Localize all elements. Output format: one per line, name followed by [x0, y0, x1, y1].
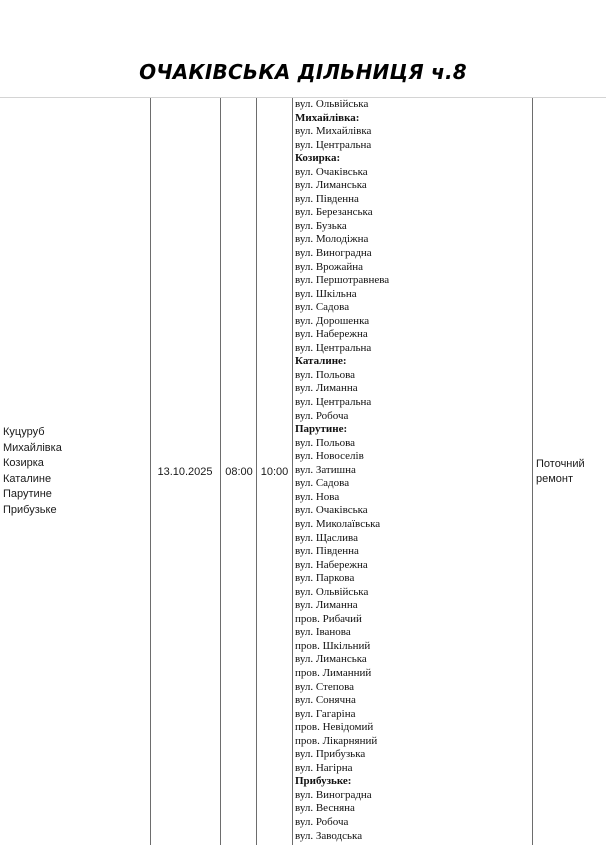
street-line: вул. Очаківська [295, 504, 368, 517]
street-group-header: Каталине: [295, 355, 347, 368]
reason-text [536, 457, 585, 487]
street-line: вул. Прибузька [295, 748, 366, 761]
street-line: вул. Польова [295, 436, 356, 449]
street-line: вул. Паркова [295, 572, 355, 585]
village-name: Михайлівка [3, 441, 62, 454]
street-line: вул. Південна [295, 545, 359, 558]
street-line: вул. Центральна [295, 341, 372, 354]
street-line: вул. Новоселів [295, 450, 364, 463]
village-name: Парутине [3, 488, 52, 500]
street-line: вул. Іванова [295, 626, 351, 639]
date-cell [152, 98, 218, 845]
street-line: вул. Михайлівка [295, 125, 372, 138]
street-line: вул. Лиманна [295, 382, 358, 395]
street-line: вул. Сонячна [295, 694, 356, 707]
village-name: Каталине [3, 472, 52, 485]
column-divider [150, 98, 151, 845]
street-line: вул. Виноградна [295, 788, 372, 801]
street-line: вул. Степова [295, 680, 355, 693]
street-line: вул. Робоча [295, 409, 349, 422]
time-to: 10:00 [260, 465, 289, 478]
street-line: пров. Лікарняний [295, 734, 378, 747]
villages-list [3, 425, 62, 518]
street-line: вул. Ольвійська [295, 98, 369, 110]
street-line: пров. Лиманний [295, 666, 372, 679]
street-line: вул. Шкільна [295, 287, 357, 300]
street-group-header: Прибузьке: [295, 775, 352, 788]
column-divider [256, 98, 257, 845]
street-group-header: Козирка: [295, 152, 341, 165]
street-line: вул. Набережна [295, 558, 368, 571]
street-line: вул. Першотравнева [295, 274, 390, 287]
street-group-header: Михайлівка: [295, 111, 360, 124]
street-line: вул. Весняна [295, 802, 355, 815]
street-group-header: Парутине: [295, 423, 348, 436]
outage-date: 13.10.2025 [157, 465, 213, 478]
reason-line: ремонт [536, 472, 574, 485]
street-line: вул. Польова [295, 368, 356, 381]
column-divider [220, 98, 221, 845]
street-line: вул. Бузька [295, 219, 347, 232]
street-line: вул. Затишна [295, 463, 356, 476]
street-line: вул. Гагаріна [295, 707, 356, 720]
time-to-cell [258, 98, 291, 845]
street-line: пров. Рибачий [295, 612, 362, 625]
street-line: вул. Лиманна [295, 599, 358, 612]
column-divider [292, 98, 293, 845]
street-line: вул. Очаківська [295, 165, 368, 178]
street-line: вул. Ольвійська [295, 585, 369, 598]
street-line: вул. Центральна [295, 396, 372, 409]
street-line: вул. Набережна [295, 328, 368, 341]
villages-cell [3, 98, 148, 845]
street-line: вул. Щаслива [295, 531, 358, 544]
street-line: вул. Березанська [295, 206, 373, 219]
street-line: вул. Виноградна [295, 247, 372, 260]
reason-cell [536, 98, 604, 845]
street-line: вул. Садова [295, 477, 350, 490]
street-line: вул. Миколаївська [295, 517, 381, 530]
street-line: вул. Лиманська [295, 653, 367, 666]
column-divider [532, 98, 533, 845]
street-line: вул. Нагірна [295, 761, 353, 774]
street-line: вул. Заводська [295, 829, 363, 842]
page-title: ОЧАКІВСЬКА ДІЛЬНИЦЯ ч.8 [139, 60, 467, 84]
street-line: вул. Молодіжна [295, 233, 369, 246]
street-line: вул. Врожайна [295, 260, 364, 273]
street-line: вул. Нова [295, 490, 340, 503]
street-line: пров. Невідомий [295, 721, 374, 734]
street-line: вул. Дорошенка [295, 314, 370, 327]
outage-table [0, 97, 606, 845]
street-line: пров. Шкільний [295, 639, 371, 652]
reason-line: Поточний [536, 457, 585, 470]
street-line: вул. Лиманська [295, 179, 367, 192]
street-line: вул. Південна [295, 192, 359, 205]
street-line: вул. Робоча [295, 815, 349, 828]
village-name: Куцуруб [3, 426, 45, 438]
street-line: вул. Садова [295, 301, 350, 314]
time-from-cell [222, 98, 256, 845]
streets-cell [295, 98, 531, 843]
village-name: Прибузьке [3, 503, 57, 516]
street-line: вул. Центральна [295, 138, 372, 151]
village-name: Козирка [3, 457, 44, 469]
time-from: 08:00 [225, 465, 253, 478]
